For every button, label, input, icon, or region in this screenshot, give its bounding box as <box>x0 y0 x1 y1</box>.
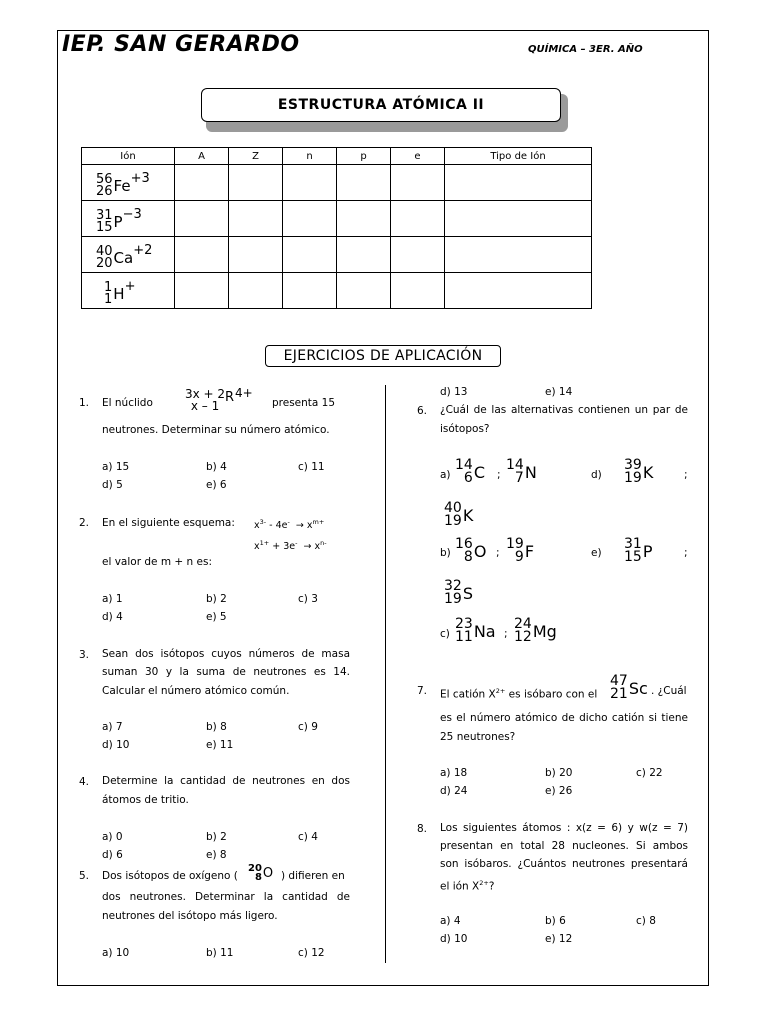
option[interactable]: d) 24 <box>440 785 468 797</box>
school-name: IEP. SAN GERARDO <box>62 32 300 57</box>
isotope-sc47 <box>610 675 648 701</box>
q8-line-3: son isóbaros. ¿Cuántos neutrones presentará <box>440 858 688 870</box>
q1-text-pre: El núclido <box>102 397 153 409</box>
section-title: EJERCICIOS DE APLICACIÓN <box>265 345 501 367</box>
mass-number: 31 <box>96 207 113 223</box>
separator: ; <box>496 547 500 559</box>
answer-cell[interactable] <box>445 165 592 201</box>
mass-number: 16 <box>455 536 473 552</box>
atomic-number: 20 <box>96 255 113 271</box>
atomic-number: 7 <box>514 470 524 486</box>
q5-line-3: neutrones del isótopo más ligero. <box>102 910 278 922</box>
ion-charge: + <box>124 279 136 294</box>
element-symbol: P <box>642 541 653 561</box>
mass-number: 56 <box>96 171 113 187</box>
answer-cell[interactable] <box>229 165 283 201</box>
q6-option-c-label[interactable]: c) <box>440 628 450 640</box>
atomic-number: 9 <box>514 549 524 565</box>
element-symbol: N <box>524 462 537 482</box>
q2-equation-2: $x^{1+} + 3e^- \to x^{n-}$ <box>254 539 327 553</box>
ion-charge: +2 <box>133 243 153 258</box>
option[interactable]: c) 11 <box>298 461 325 473</box>
element-symbol: Fe <box>113 176 131 195</box>
q6-option-e-label[interactable]: e) <box>591 547 602 559</box>
answer-cell[interactable] <box>391 273 445 309</box>
mass-number: 32 <box>444 578 462 594</box>
option[interactable]: e) 26 <box>545 785 573 797</box>
q2-text-line2: el valor de m + n es: <box>102 556 212 568</box>
col-a: A <box>175 148 229 165</box>
q4-line-1: Determine la cantidad de neutrones en dos <box>102 775 350 787</box>
answer-cell[interactable] <box>391 165 445 201</box>
q8-question-mark: ? <box>488 880 495 893</box>
element-symbol: O <box>473 541 487 561</box>
element-symbol: C <box>473 462 485 482</box>
mass-number: 19 <box>506 536 524 552</box>
q7-line-3: 25 neutrones? <box>440 731 516 743</box>
mass-number: 39 <box>624 457 642 473</box>
q6-line-2: isótopos? <box>440 423 490 435</box>
mass-number: 1 <box>104 279 113 295</box>
option[interactable]: c) 22 <box>636 767 663 779</box>
mass-number: 23 <box>455 616 473 632</box>
question-number: 1. <box>79 397 90 409</box>
option[interactable]: e) 14 <box>545 386 573 398</box>
q7-text-a: El catión $X^{2+}$ es isóbaro con el <box>440 687 598 701</box>
q2-equation-1: $x^{3-} - 4e^- \to x^{m+}$ <box>254 518 325 532</box>
mass-number: 47 <box>610 673 628 689</box>
option[interactable]: e) 8 <box>206 849 227 861</box>
table-row <box>82 165 592 201</box>
isotope-s32 <box>444 580 473 606</box>
option[interactable]: b) 6 <box>545 915 566 927</box>
ion-charge: −3 <box>122 207 142 222</box>
option[interactable]: d) 10 <box>440 933 468 945</box>
col-p: p <box>337 148 391 165</box>
atomic-number: 19 <box>624 470 642 486</box>
ion-cell <box>82 165 175 201</box>
atomic-number: 8 <box>463 549 473 565</box>
column-divider <box>385 385 386 963</box>
isotope-c14 <box>455 459 485 485</box>
answer-cell[interactable] <box>283 201 337 237</box>
q8-text-ion: el ión X <box>440 880 480 893</box>
answer-cell[interactable] <box>283 165 337 201</box>
element-symbol: Sc <box>628 678 648 698</box>
mass-number: 24 <box>514 616 532 632</box>
option[interactable]: c) 8 <box>636 915 656 927</box>
answer-cell[interactable] <box>445 237 592 273</box>
q3-line-3: Calcular el número atómico común. <box>102 685 290 697</box>
atomic-number: 15 <box>624 549 642 565</box>
isotope-o16 <box>455 538 486 564</box>
option[interactable]: e) 11 <box>206 739 234 751</box>
option[interactable]: b) 2 <box>206 593 227 605</box>
mass-number: 40 <box>96 243 113 259</box>
option[interactable]: d) 5 <box>102 479 123 491</box>
option[interactable]: d) 6 <box>102 849 123 861</box>
question-number: 7. <box>417 685 428 697</box>
element-symbol: K <box>462 505 474 525</box>
ion-charge: +3 <box>130 171 150 186</box>
q6-option-d-label[interactable]: d) <box>591 469 602 481</box>
ion-cell <box>82 273 175 309</box>
atomic-number: 12 <box>514 629 532 645</box>
q5-text-post: ) difieren en <box>281 870 345 882</box>
isotope-k40 <box>444 502 473 528</box>
atomic-number: 15 <box>96 219 113 235</box>
element-symbol: H <box>113 284 125 303</box>
answer-cell[interactable] <box>175 273 229 309</box>
answer-cell[interactable] <box>229 237 283 273</box>
q1-mass-expression: 3x + 2 <box>185 387 226 401</box>
q7-text-c: . ¿Cuál <box>651 685 687 697</box>
answer-cell[interactable] <box>229 201 283 237</box>
option[interactable]: c) 4 <box>298 831 318 843</box>
separator: ; <box>684 547 688 559</box>
answer-cell[interactable] <box>175 201 229 237</box>
option[interactable]: b) 8 <box>206 721 227 733</box>
option[interactable]: b) 11 <box>206 947 234 959</box>
q1-charge: 4+ <box>235 386 253 400</box>
col-tipo: Tipo de Ión <box>445 148 592 165</box>
ion-cell <box>82 201 175 237</box>
option[interactable]: d) 13 <box>440 386 468 398</box>
element-symbol: P <box>113 212 123 231</box>
q7-line-2: es el número atómico de dicho catión si tiene <box>440 712 688 724</box>
atomic-number: 21 <box>610 686 628 702</box>
q2-text-pre: En el siguiente esquema: <box>102 517 235 529</box>
q8-line-4: el ión $X^{2+}$? <box>440 879 495 893</box>
isotope-n14 <box>506 459 537 485</box>
col-e: e <box>391 148 445 165</box>
element-symbol: S <box>462 583 473 603</box>
element-symbol: K <box>642 462 654 482</box>
question-number: 6. <box>417 405 428 417</box>
option[interactable]: a) 15 <box>102 461 130 473</box>
atomic-number: 1 <box>104 291 113 307</box>
question-number: 5. <box>79 870 90 882</box>
answer-cell[interactable] <box>175 237 229 273</box>
q1-text-line2: neutrones. Determinar su número atómico. <box>102 424 330 436</box>
isotope-f19 <box>506 538 534 564</box>
option[interactable]: a) 4 <box>440 915 461 927</box>
table-row <box>82 273 592 309</box>
mass-number: 14 <box>455 457 473 473</box>
isotope-p31 <box>624 538 652 564</box>
q8-line-1: Los siguientes átomos : x(z = 6) y w(z = 7) <box>440 822 688 834</box>
q3-line-1: Sean dos isótopos cuyos números de masa <box>102 648 350 660</box>
q3-line-2: suman 30 y la suma de neutrones es 14. <box>102 666 350 678</box>
q1-nuclide-numbers <box>185 388 225 412</box>
option[interactable]: a) 18 <box>440 767 468 779</box>
mass-number: 14 <box>506 457 524 473</box>
q1-text-post: presenta 15 <box>272 397 336 409</box>
answer-cell[interactable] <box>229 273 283 309</box>
q6-option-a-label[interactable]: a) <box>440 469 451 481</box>
element-symbol: O <box>262 865 274 881</box>
answer-cell[interactable] <box>337 237 391 273</box>
answer-cell[interactable] <box>391 237 445 273</box>
element-symbol: Ca <box>113 248 134 267</box>
element-symbol: Mg <box>532 621 557 641</box>
option[interactable]: c) 9 <box>298 721 318 733</box>
q4-line-2: átomos de tritio. <box>102 794 189 806</box>
atomic-number: 26 <box>96 183 113 199</box>
atomic-number: 8 <box>254 872 262 883</box>
isotope-k39 <box>624 459 653 485</box>
option[interactable]: b) 2 <box>206 831 227 843</box>
q5-oxygen-isotope <box>248 864 273 882</box>
option[interactable]: c) 12 <box>298 947 325 959</box>
option[interactable]: e) 12 <box>545 933 573 945</box>
separator: ; <box>497 469 501 481</box>
atomic-number: 19 <box>444 591 462 607</box>
q8-line-2: presentan en total 28 nucleones. Si ambos <box>440 840 688 852</box>
mass-number: 40 <box>444 500 462 516</box>
page-title: ESTRUCTURA ATÓMICA II <box>201 88 561 122</box>
option[interactable]: b) 4 <box>206 461 227 473</box>
atomic-number: 6 <box>463 470 473 486</box>
ion-table <box>81 147 592 309</box>
option[interactable]: a) 10 <box>102 947 130 959</box>
table-row <box>82 237 592 273</box>
ion-table-header <box>82 148 592 165</box>
q6-option-b-label[interactable]: b) <box>440 547 451 559</box>
answer-cell[interactable] <box>445 273 592 309</box>
option[interactable]: d) 10 <box>102 739 130 751</box>
answer-cell[interactable] <box>283 237 337 273</box>
answer-cell[interactable] <box>337 273 391 309</box>
option[interactable]: e) 5 <box>206 611 227 623</box>
q6-line-1: ¿Cuál de las alternativas contienen un par de <box>440 404 688 416</box>
separator: ; <box>504 628 508 640</box>
atomic-number: 11 <box>455 629 473 645</box>
isotope-na23 <box>455 618 496 644</box>
answer-cell[interactable] <box>445 201 592 237</box>
table-row <box>82 201 592 237</box>
option[interactable]: a) 7 <box>102 721 123 733</box>
question-number: 4. <box>79 776 90 788</box>
mass-number: 20 <box>248 863 262 874</box>
question-number: 3. <box>79 649 90 661</box>
option[interactable]: e) 6 <box>206 479 227 491</box>
col-ion: Ión <box>82 148 175 165</box>
answer-cell[interactable] <box>337 201 391 237</box>
isotope-mg24 <box>514 618 557 644</box>
mass-number: 31 <box>624 536 642 552</box>
option[interactable]: c) 3 <box>298 593 318 605</box>
answer-cell[interactable] <box>337 165 391 201</box>
q7-text-cation: El catión X <box>440 688 496 701</box>
q1-symbol: R <box>225 390 235 405</box>
question-number: 8. <box>417 823 428 835</box>
option[interactable]: d) 4 <box>102 611 123 623</box>
col-n: n <box>283 148 337 165</box>
q7-text-isobar: es isóbaro con el <box>505 688 598 701</box>
answer-cell[interactable] <box>391 201 445 237</box>
option[interactable]: a) 1 <box>102 593 123 605</box>
option[interactable]: b) 20 <box>545 767 573 779</box>
subject-label: QUÍMICA – 3ER. AÑO <box>528 44 643 55</box>
separator: ; <box>684 469 688 481</box>
q1-atomic-expression: x – 1 <box>190 399 220 413</box>
answer-cell[interactable] <box>283 273 337 309</box>
option[interactable]: a) 0 <box>102 831 123 843</box>
question-number: 2. <box>79 517 90 529</box>
answer-cell[interactable] <box>175 165 229 201</box>
element-symbol: Na <box>473 621 496 641</box>
q5-text-pre: Dos isótopos de oxígeno ( <box>102 870 238 882</box>
atomic-number: 19 <box>444 513 462 529</box>
ion-cell <box>82 237 175 273</box>
element-symbol: F <box>524 541 535 561</box>
col-z: Z <box>229 148 283 165</box>
q5-line-2: dos neutrones. Determinar la cantidad de <box>102 891 350 903</box>
